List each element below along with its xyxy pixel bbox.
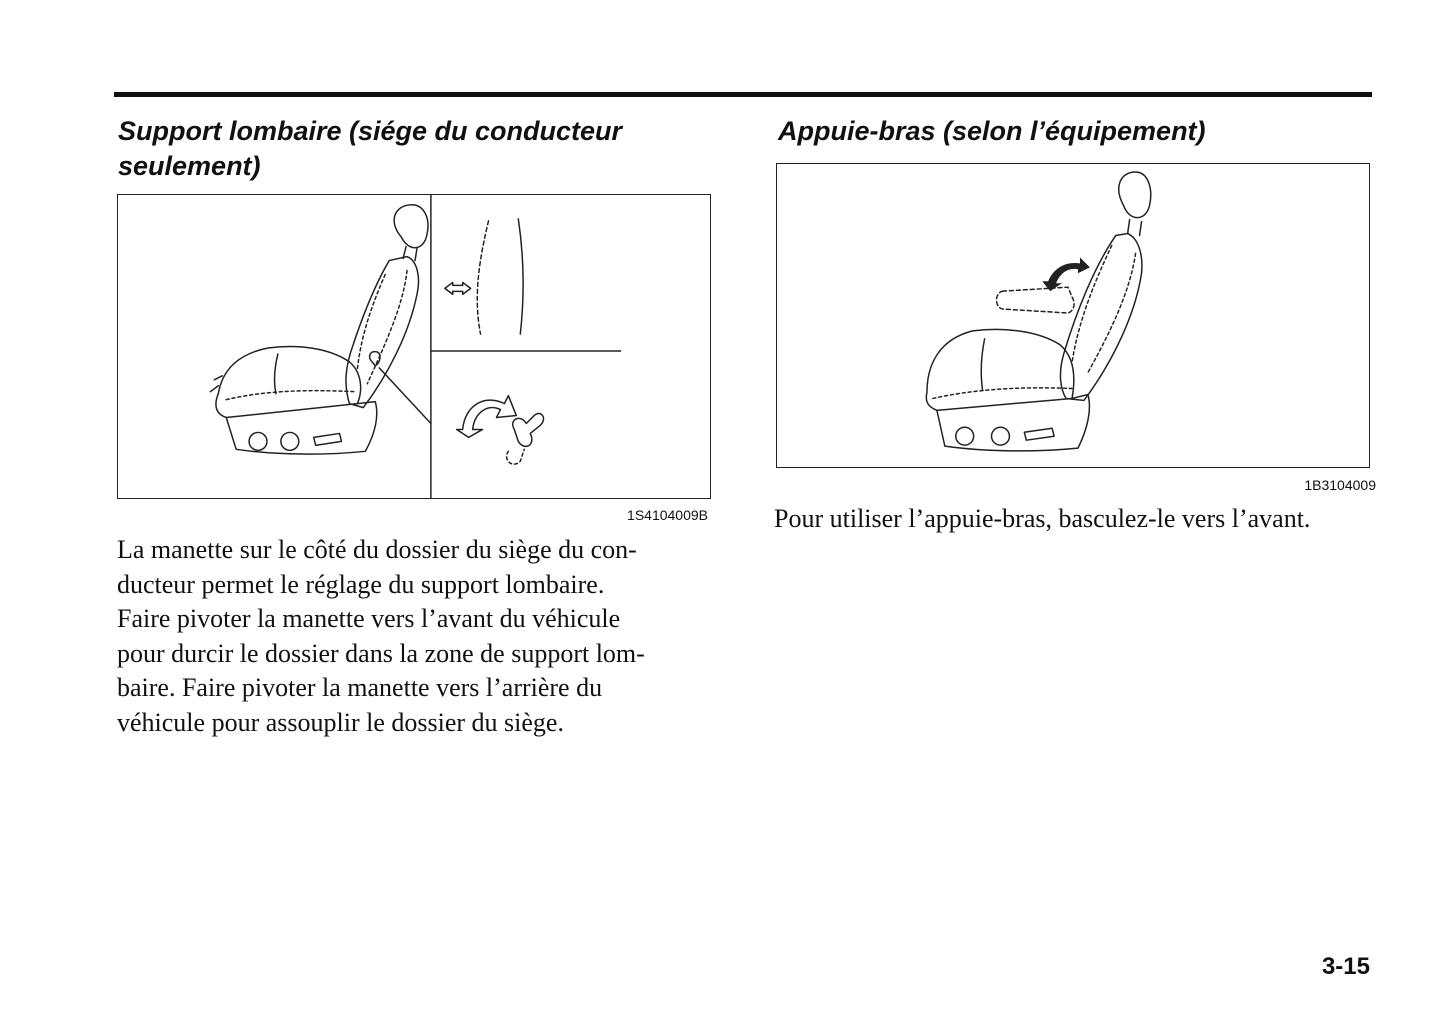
knob-rotation-ghost xyxy=(507,449,525,464)
heading-line: seulement) xyxy=(118,151,261,181)
seat-cushion xyxy=(926,329,1074,410)
rotate-arrow-icon xyxy=(457,396,517,438)
paragraph-line: baire. Faire pivoter la manette vers l’arrière du xyxy=(117,673,603,702)
curved-arrow-icon xyxy=(1042,257,1090,291)
lumbar-profile-dashed xyxy=(477,221,488,334)
side-lever xyxy=(1024,428,1054,440)
cushion-stitch xyxy=(226,391,355,400)
armrest-illustration xyxy=(776,163,1370,468)
figure-code: 1B3104009 xyxy=(1304,477,1376,493)
lumbar-support-description xyxy=(117,533,717,740)
leader-line xyxy=(379,368,431,424)
seat-armrest-drawing xyxy=(777,164,1369,467)
page-number: 3-15 xyxy=(1321,953,1370,980)
side-lever xyxy=(314,433,342,445)
lumbar-knob xyxy=(370,352,380,366)
section-heading-lumbar-support xyxy=(118,114,708,184)
cushion-seam xyxy=(981,339,984,391)
seat-back xyxy=(346,257,419,408)
section-heading-armrest: Appuie-bras (selon l’équipement) xyxy=(778,116,1206,146)
cushion-seam xyxy=(275,354,278,394)
recliner-knob xyxy=(956,427,974,445)
heading-line: Support lombaire (siége du conducteur xyxy=(118,116,623,146)
lumbar-knob-detail xyxy=(513,413,544,446)
paragraph-line: véhicule pour assouplir le dossier du siège. xyxy=(117,707,564,737)
armrest-description: Pour utiliser l’appuie-bras, basculez-le vers l’avant. xyxy=(774,504,1311,533)
lumbar-support-illustration xyxy=(117,194,711,499)
figure-code: 1S4104009B xyxy=(627,507,708,523)
seat-back-stitch xyxy=(1072,245,1112,362)
cushion-stitch xyxy=(933,388,1072,399)
armrest-folded xyxy=(997,287,1075,313)
paragraph-line: La manette sur le côté du dossier du siège du con- xyxy=(117,535,637,564)
seat-lumbar-drawing xyxy=(118,195,710,498)
seat-back-stitch xyxy=(367,271,407,384)
height-knob xyxy=(281,432,299,450)
recliner-knob xyxy=(249,432,267,450)
headrest-posts xyxy=(1128,220,1142,236)
headrest xyxy=(1119,172,1151,218)
paragraph-line: Faire pivoter la manette vers l’avant du véhicule xyxy=(117,604,621,633)
paragraph-line: pour durcir le dossier dans la zone de support lom- xyxy=(117,638,645,668)
seat-cushion xyxy=(216,347,361,418)
double-arrow-icon xyxy=(445,282,471,294)
seat-back xyxy=(1060,234,1141,401)
height-knob xyxy=(992,427,1010,445)
lumbar-profile-solid xyxy=(518,219,523,334)
headrest xyxy=(394,205,428,248)
top-rule xyxy=(114,92,1372,97)
paragraph-line: ducteur permet le réglage du support lombaire. xyxy=(117,569,605,599)
